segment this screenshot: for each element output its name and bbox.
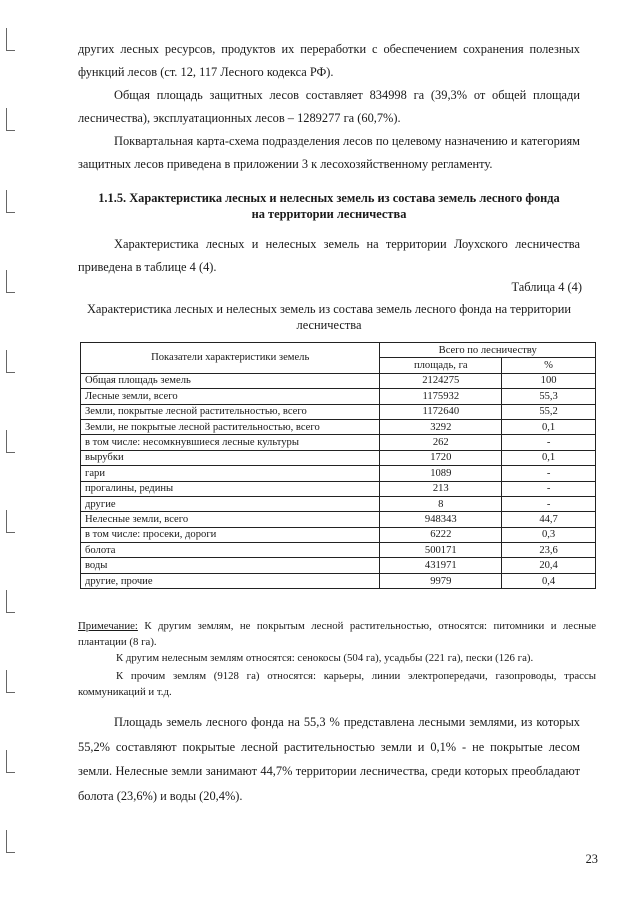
note-first (78, 618, 596, 650)
paragraph-table-intro: Характеристика лесных и нелесных земель на территории Лоухского лесничества приведена в таблице 4 (4). (78, 237, 580, 274)
section-heading-line2: на территории лесничества (251, 207, 407, 221)
table-label: Таблица 4 (4) (511, 280, 582, 294)
row-percent: 55,3 (502, 389, 596, 404)
row-area: 9979 (380, 573, 502, 588)
row-percent: 0,1 (502, 419, 596, 434)
page-number: 23 (585, 852, 598, 866)
row-label: Нелесные земли, всего (81, 512, 380, 527)
row-area: 262 (380, 435, 502, 450)
header-area: площадь, га (380, 358, 502, 373)
row-percent: - (502, 466, 596, 481)
note-text-1: К другим землям, не покрытым лесной растительностью, относятся: питомники и лесные плантации (8 га). (78, 620, 596, 648)
table-row (81, 512, 596, 527)
table-row (81, 496, 596, 511)
section-heading (78, 190, 580, 222)
table-caption-line1: Характеристика лесных и нелесных земель из состава земель лесного фонда на территории (86, 302, 572, 316)
row-area: 2124275 (380, 373, 502, 388)
row-percent: 0,4 (502, 573, 596, 588)
table-row (81, 389, 596, 404)
row-label: Земли, не покрытые лесной растительностью, всего (81, 419, 380, 434)
row-area: 1720 (380, 450, 502, 465)
table-row (81, 373, 596, 388)
row-label: Земли, покрытые лесной растительностью, всего (81, 404, 380, 419)
row-percent: 23,6 (502, 543, 596, 558)
row-label: прогалины, редины (81, 481, 380, 496)
row-label: вырубки (81, 450, 380, 465)
row-label: гари (81, 466, 380, 481)
note-text-2: К другим нелесным землям относятся: сенокосы (504 га), усадьбы (221 га), пески (126 га). (116, 652, 534, 664)
table-row (81, 481, 596, 496)
row-percent: - (502, 435, 596, 450)
row-area: 3292 (380, 419, 502, 434)
row-percent: 100 (502, 373, 596, 388)
header-indicator: Показатели характеристики земель (81, 343, 380, 374)
land-characteristics-table (80, 342, 596, 589)
row-area: 213 (380, 481, 502, 496)
row-label: в том числе: несомкнувшиеся лесные культуры (81, 435, 380, 450)
header-percent: % (502, 358, 596, 373)
table-row (81, 466, 596, 481)
row-area: 1172640 (380, 404, 502, 419)
row-label: воды (81, 558, 380, 573)
row-percent: 0,3 (502, 527, 596, 542)
row-label: болота (81, 543, 380, 558)
row-label: Общая площадь земель (81, 373, 380, 388)
paragraph-protective-forests: Общая площадь защитных лесов составляет 834998 га (39,3% от общей площади лесничества), эксплуатационных лесов – 1289277 га (60,7%). (78, 88, 580, 125)
row-percent: - (502, 481, 596, 496)
row-area: 1175932 (380, 389, 502, 404)
table-row (81, 558, 596, 573)
row-label: другие (81, 496, 380, 511)
row-area: 500171 (380, 543, 502, 558)
paragraph-continuation: других лесных ресурсов, продуктов их переработки с обеспечением сохранения полезных функций лесов (ст. 12, 117 Лесного кодекса РФ). (78, 42, 580, 79)
row-area: 1089 (380, 466, 502, 481)
row-percent: 20,4 (502, 558, 596, 573)
table-row (81, 419, 596, 434)
table-caption (78, 301, 580, 333)
row-label: другие, прочие (81, 573, 380, 588)
table-row (81, 527, 596, 542)
row-percent: - (502, 496, 596, 511)
row-area: 8 (380, 496, 502, 511)
paragraph-summary: Площадь земель лесного фонда на 55,3 % представлена лесными землями, из которых 55,2% составляют покрытые лесной растительностью земли и 0,1% - не покрытые лесом земли. Нелесные земли занимают 44,7% территории лесничества, среди которых преобладают болота (23,6%) и воды (20,4%). (78, 715, 580, 803)
paragraph-map-reference: Поквартальная карта-схема подразделения лесов по целевому назначению и категориям защитных лесов приведена в приложении 3 к лесохозяйственному регламенту. (78, 134, 580, 171)
table-row (81, 404, 596, 419)
row-percent: 0,1 (502, 450, 596, 465)
table-row (81, 435, 596, 450)
note-text-3: К прочим землям (9128 га) относятся: карьеры, линии электропередачи, газопроводы, трассы коммуникаций и т.д. (78, 670, 596, 698)
row-label: в том числе: просеки, дороги (81, 527, 380, 542)
table-caption-line2: лесничества (296, 318, 362, 332)
row-area: 6222 (380, 527, 502, 542)
table-row (81, 573, 596, 588)
row-percent: 55,2 (502, 404, 596, 419)
table-row (81, 543, 596, 558)
row-area: 948343 (380, 512, 502, 527)
note-label: Примечание: (78, 620, 138, 632)
section-heading-line1: 1.1.5. Характеристика лесных и нелесных земель из состава земель лесного фонда (98, 191, 560, 205)
row-label: Лесные земли, всего (81, 389, 380, 404)
row-area: 431971 (380, 558, 502, 573)
table-row (81, 450, 596, 465)
row-percent: 44,7 (502, 512, 596, 527)
header-total: Всего по лесничеству (380, 343, 596, 358)
